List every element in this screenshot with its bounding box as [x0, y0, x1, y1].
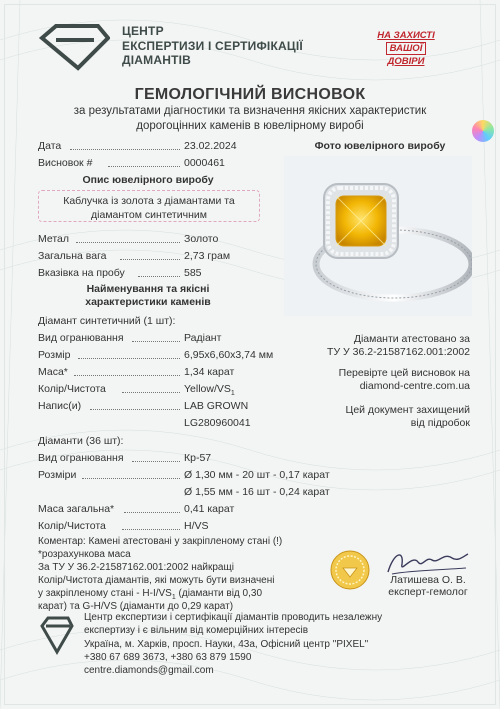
synthetic-mass-value: 1,34 карат — [184, 366, 235, 378]
verify-line-1: Перевірте цей висновок на — [338, 367, 470, 379]
org-line-2: ЕКСПЕРТИЗИ І СЕРТИФІКАЦІЇ — [122, 38, 303, 53]
calc-note: *розрахункова маса — [38, 549, 131, 560]
diamonds-color-row — [38, 520, 298, 533]
hallmark-label: Вказівка на пробу — [38, 267, 125, 279]
conclusion-label: Висновок # — [38, 157, 93, 169]
footer-line-2: експертизу і є вільним від комерційних інтересів — [84, 625, 309, 637]
description-line-1: Каблучка із золота з діамантами та — [63, 195, 235, 207]
gold-seal-icon — [330, 550, 370, 590]
conclusion-value: 0000461 — [184, 157, 225, 169]
stones-heading-line-1: Найменування та якісні — [86, 283, 210, 295]
diamonds-size-2: Ø 1,55 мм - 16 шт - 0,24 карат — [184, 486, 330, 498]
synthetic-inscription-row-2 — [38, 417, 298, 430]
diamonds-total-value: 0,41 карат — [184, 503, 235, 515]
synthetic-heading — [38, 315, 268, 328]
synthetic-color-label: Колір/Чистота — [38, 383, 106, 395]
synthetic-color-row — [38, 383, 298, 396]
diamonds-cut-row — [38, 452, 298, 465]
synthetic-mass-row — [38, 366, 298, 379]
slogan-line-3: ДОВІРИ — [387, 56, 425, 67]
protection-line-2: від підробок — [410, 417, 470, 429]
tu-note-subscript: 1 — [171, 594, 176, 601]
weight-label: Загальна вага — [38, 250, 107, 262]
diamonds-sizes-row — [38, 469, 358, 482]
footer-address: Україна, м. Харків, просп. Науки, 43а, Офісний центр "PIXEL" — [84, 638, 369, 650]
product-heading: Опис ювелірного виробу — [82, 174, 214, 186]
dotted-leader — [132, 452, 180, 462]
diamonds-color-value: H/VS — [184, 520, 209, 532]
synthetic-inscription-value-2: LG280960041 — [184, 417, 251, 429]
date-label: Дата — [38, 140, 62, 152]
expert-name: Латишева О. В. — [390, 574, 466, 586]
synthetic-cut-row — [38, 332, 298, 345]
synthetic-size-label: Розмір — [38, 349, 71, 361]
dotted-leader — [90, 400, 180, 410]
synthetic-heading-text: Діамант синтетичний (1 шт): — [38, 315, 176, 327]
date-value: 23.02.2024 — [184, 140, 237, 152]
weight-value: 2,73 грам — [184, 250, 231, 262]
diamonds-size-1: Ø 1,30 мм - 20 шт - 0,17 карат — [184, 469, 330, 481]
protection-text — [290, 404, 470, 430]
footer-line-1: Центр експертизи і сертифікації діамантів проводить незалежну — [84, 612, 383, 623]
metal-value: Золото — [184, 233, 219, 245]
synthetic-color-value: Yellow/VS — [184, 383, 231, 395]
date-row — [38, 140, 268, 153]
synthetic-cut-value: Радіант — [184, 332, 222, 344]
synthetic-color-subscript: 1 — [230, 390, 235, 398]
synthetic-inscription-label: Напис(и) — [38, 400, 82, 412]
synthetic-cut-label: Вид огранювання — [38, 332, 124, 344]
organization-name — [122, 24, 303, 68]
hallmark-row — [38, 267, 268, 280]
hologram-sticker-icon — [472, 120, 494, 142]
stones-heading-line-2: характеристики каменів — [85, 296, 211, 308]
dotted-leader — [108, 157, 180, 167]
diamonds-cut-label: Вид огранювання — [38, 452, 124, 464]
subtitle-line-1: за результатами діагностики та визначення якісних характеристик — [73, 105, 427, 117]
product-description — [38, 190, 260, 222]
comment-note: Коментар: Камені атестовані у закріпленому стані (!) — [38, 536, 283, 547]
dotted-leader — [122, 383, 180, 393]
expert-block — [378, 574, 478, 598]
dotted-leader — [76, 233, 180, 243]
footer-logo-icon — [40, 612, 74, 662]
synthetic-size-row — [38, 349, 298, 362]
org-line-1: ЦЕНТР — [122, 24, 164, 38]
synthetic-mass-label: Маса* — [38, 366, 68, 378]
tu-note-line-2: Колір/Чистота діамантів, які можуть бути визначені — [38, 575, 275, 586]
tu-note-line-3-text: у закріпленому стані - H-I/VS — [38, 588, 172, 599]
expert-title: експерт-гемолог — [388, 586, 468, 598]
conclusion-row — [38, 157, 268, 170]
metal-label: Метал — [38, 233, 70, 245]
diamonds-total-row — [38, 503, 298, 516]
diamonds-sizes-row-2 — [38, 486, 358, 499]
diamond-logo-icon — [38, 22, 110, 72]
photo-label: Фото ювелірного виробу — [314, 140, 446, 152]
dotted-leader — [70, 140, 180, 150]
diamonds-total-label: Маса загальна* — [38, 503, 115, 515]
dotted-leader — [74, 366, 180, 376]
dotted-leader — [132, 332, 180, 342]
weight-row — [38, 250, 268, 263]
synthetic-size-value: 6,95х6,60х3,74 мм — [184, 349, 274, 361]
protection-line-1: Цей документ захищений — [345, 404, 470, 416]
synthetic-inscription-value-1: LAB GROWN — [184, 400, 249, 412]
dotted-leader — [138, 267, 180, 277]
ring-image — [284, 156, 472, 316]
ring-photo — [284, 156, 472, 316]
verify-link[interactable]: diamond-centre.com.ua — [359, 380, 470, 392]
attestation-line-1: Діаманти атестовано за — [353, 333, 470, 345]
stones-heading — [38, 283, 258, 309]
attestation-text — [290, 333, 470, 359]
slogan-line-1: НА ЗАХИСТІ — [377, 30, 435, 41]
subtitle-line-2: дорогоцінних каменів в ювелірному виробі — [136, 120, 364, 132]
dotted-leader — [78, 349, 180, 359]
dotted-leader — [124, 503, 180, 513]
diamonds-sizes-label: Розміри — [38, 469, 77, 481]
footer-phones: +380 67 689 3673, +380 63 879 1590 — [84, 651, 252, 663]
verify-text — [290, 367, 470, 393]
diamonds-heading-text: Діаманти (36 шт): — [38, 435, 124, 447]
document-title: ГЕМОЛОГІЧНИЙ ВИСНОВОК — [134, 86, 366, 103]
metal-row — [38, 233, 268, 246]
diamonds-heading — [38, 435, 268, 448]
tu-note-line-3-tail: (діаманти від 0,30 — [175, 588, 263, 599]
tu-note-line-4: карат) та G-H/VS (діаманти до 0,29 карат) — [38, 601, 234, 612]
description-line-2: діамантом синтетичним — [91, 209, 207, 221]
diamonds-color-label: Колір/Чистота — [38, 520, 106, 532]
dotted-leader — [120, 250, 180, 260]
tu-note-line-1: За ТУ У 36.2-21587162.001:2002 найкращі — [38, 562, 234, 573]
footer-email[interactable]: centre.diamonds@gmail.com — [84, 665, 214, 677]
synthetic-inscription-row — [38, 400, 298, 413]
slogan-line-2: ВАШОЇ — [386, 42, 427, 55]
hallmark-value: 585 — [184, 267, 202, 279]
footer-info — [84, 611, 404, 677]
diamonds-cut-value: Кр-57 — [184, 452, 212, 464]
attestation-line-2: ТУ У 36.2-21587162.001:2002 — [327, 346, 470, 358]
slogan — [360, 30, 452, 67]
dotted-leader — [82, 469, 180, 479]
org-line-3: ДІАМАНТІВ — [122, 53, 192, 67]
document-subtitle — [0, 104, 500, 134]
dotted-leader — [122, 520, 180, 530]
